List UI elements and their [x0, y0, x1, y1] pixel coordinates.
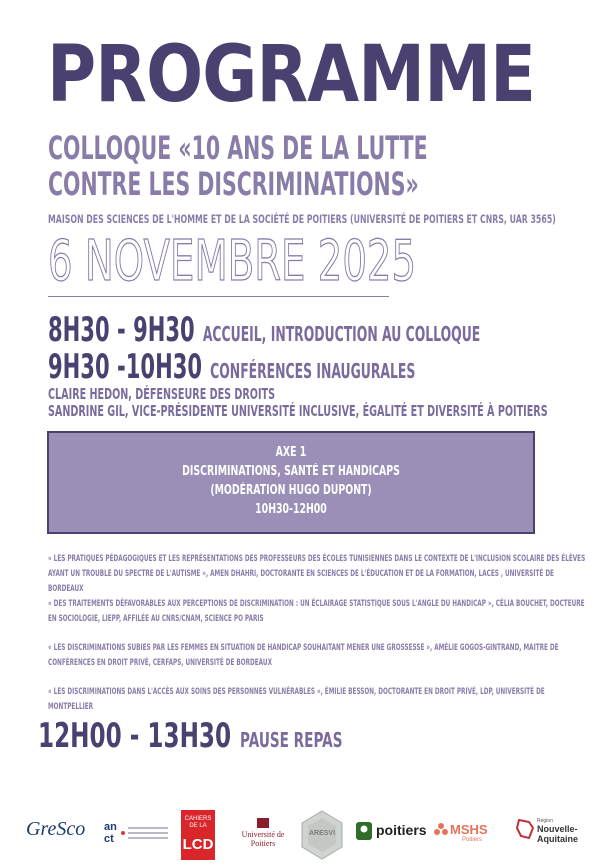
mshs-logo: MSHS Poitiers — [434, 822, 448, 841]
slot-time: 8H30 - 9H30 — [48, 310, 195, 350]
anct-icon — [104, 820, 126, 844]
aresvi-logo: ARESVI — [300, 810, 344, 864]
axe-theme: DISCRIMINATIONS, SANTÉ ET HANDICAPS — [182, 464, 400, 479]
venue: MAISON DES SCIENCES DE L'HOMME ET DE LA SOCIÉTÉ DE POITIERS (UNIVERSITÉ DE POITIERS ET CNRS, UAR 3565) — [48, 212, 556, 226]
date-divider — [48, 296, 389, 297]
talk-2: « DES TRAITEMENTS DÉFAVORABLES AUX PERCEPTIONS DE DISCRIMINATION : UN ÉCLAIRAGE STATISTIQUE SOUS L'ANGLE DU HANDICAP », CÉLIA BOUCHET, DOCTEURE EN SOCIOLOGIE, LIEPP, AFFILÉE AU CNRS/CNAM, SCIENCE PO PARIS — [48, 599, 585, 624]
schedule-slot-1 — [48, 310, 605, 350]
schedule-slot-2 — [48, 347, 605, 387]
subtitle-line-2: CONTRE LES DISCRIMINATIONS» — [48, 165, 419, 203]
partner-logos — [0, 808, 605, 862]
poitiers-logo: poitiers — [356, 822, 372, 844]
event-subtitle — [48, 130, 432, 202]
lunch-slot — [38, 716, 514, 756]
region-logo: Région Nouvelle-Aquitaine — [515, 818, 535, 844]
slot-label: CONFÉRENCES INAUGURALES — [210, 359, 416, 383]
slot-time: 9H30 -10H30 — [48, 347, 203, 387]
axe-moderation: (MODÉRATION HUGO DUPONT) — [210, 483, 372, 498]
talk-3: « LES DISCRIMINATIONS SUBIES PAR LES FEMMES EN SITUATION DE HANDICAP SOUHAITANT MENER UNE GROSSESSE », AMÉLIE GOGOS-GINTRAND, MAITRE DE CONFÉRENCES EN DROIT PRIVÉ, CERFAPS, UNIVERSITÉ DE BORDEAUX — [48, 643, 559, 668]
speakers — [48, 386, 556, 420]
subtitle-line-1: COLLOQUE «10 ANS DE LA LUTTE — [48, 129, 428, 167]
crest-icon — [257, 818, 269, 828]
event-date: 6 NOVEMBRE 2025 — [48, 229, 417, 294]
mshs-flower-icon — [434, 823, 448, 837]
cahiers-lcd-logo: CAHIERS DE LA LCD — [181, 810, 215, 860]
slot-label: ACCUEIL, INTRODUCTION AU COLLOQUE — [202, 322, 481, 346]
gresco-logo: GreSco — [26, 818, 86, 840]
anct-logo — [104, 820, 126, 848]
talk-4: « LES DISCRIMINATIONS DANS L'ACCÈS AUX SOINS DES PERSONNES VULNÉRABLES », ÉMILIE BESSON, DOCTORANTE EN DROIT PRIVÉ, LDP, UNIVERSITÉ DE MONTPELLIER — [48, 687, 545, 712]
speaker-1: CLAIRE HEDON, DÉFENSEURE DES DROITS — [48, 385, 276, 403]
lunch-time: 12H00 - 13H30 — [38, 716, 232, 756]
axe-title: AXE 1 — [275, 445, 307, 460]
anct-text-bottom: ct — [104, 833, 114, 844]
anct-text-top: an — [104, 821, 117, 833]
axe-time: 10H30-12H00 — [255, 502, 327, 517]
talk-1: « LES PRATIQUES PÉDAGOGIQUES ET LES REPRÉSENTATIONS DES PROFESSEURS DES ÉCOLES TUNISIENNES DANS LE CONTEXTE DE L'INCLUSION SCOLAIRE DES ÉLÈVES AYANT UN TROUBLE DU SPECTRE DE L'AUTISME », AMEN DHAHRI, DOCTORANTE EN SCIENCES DE L'ÉDUCATION ET DE LA FORMATION, LACES , UNIVERSITÉ DE BORDEAUX — [48, 554, 586, 594]
page-title: PROGRAMME — [47, 30, 536, 120]
poitiers-icon — [356, 822, 372, 840]
speaker-2: SANDRINE GIL, VICE-PRÉSIDENTE UNIVERSITÉ INCLUSIVE, ÉGALITÉ ET DIVERSITÉ À POITIERS — [48, 402, 548, 420]
lunch-label: PAUSE REPAS — [239, 728, 343, 752]
region-map-icon — [515, 818, 535, 840]
axe-box — [47, 431, 535, 534]
anct-caption-lines — [128, 824, 168, 842]
universite-poitiers-logo: Université de Poitiers — [238, 818, 288, 848]
